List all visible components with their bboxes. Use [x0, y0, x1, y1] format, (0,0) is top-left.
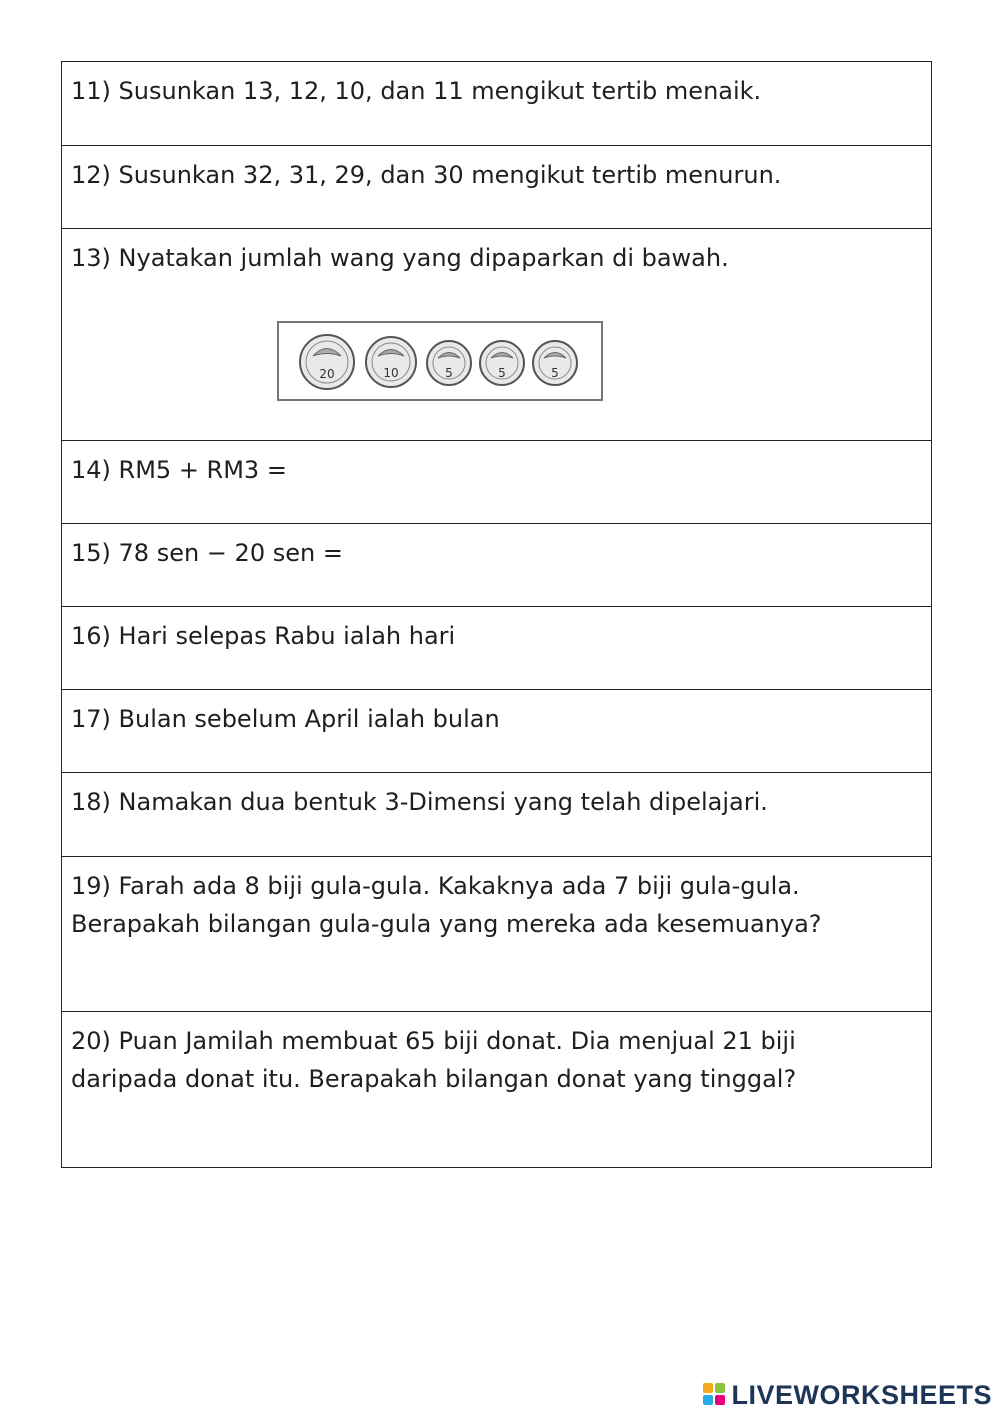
question-row-14 — [62, 441, 931, 524]
question-row-16 — [62, 607, 931, 690]
coin-image — [277, 321, 603, 401]
question-15-text: 15) 78 sen − 20 sen = — [71, 539, 343, 567]
question-18-text: 18) Namakan dua bentuk 3-Dimensi yang telah dipelajari. — [71, 788, 768, 816]
question-row-13 — [62, 229, 931, 441]
question-row-20 — [62, 1012, 931, 1168]
question-row-11 — [62, 62, 931, 146]
question-16-text: 16) Hari selepas Rabu ialah hari — [71, 622, 456, 650]
liveworksheets-logo-icon — [703, 1383, 727, 1407]
question-row-17 — [62, 690, 931, 773]
question-13-text: 13) Nyatakan jumlah wang yang dipaparkan di bawah. — [71, 244, 729, 272]
coin-10 — [366, 337, 416, 387]
question-17-text: 17) Bulan sebelum April ialah bulan — [71, 705, 500, 733]
coin-5b-label: 5 — [498, 366, 506, 380]
coin-5-b — [480, 341, 524, 385]
question-row-19 — [62, 857, 931, 1012]
coin-5c-label: 5 — [551, 366, 559, 380]
coins-illustration — [279, 323, 601, 399]
coin-10-label: 10 — [383, 366, 399, 380]
coin-5-c — [533, 341, 577, 385]
question-19-line-1: 19) Farah ada 8 biji gula-gula. Kakaknya ada 7 biji gula-gula. — [71, 872, 800, 900]
question-row-15 — [62, 524, 931, 607]
question-20-line-2: daripada donat itu. Berapakah bilangan donat yang tinggal? — [71, 1065, 797, 1093]
worksheet-table — [61, 61, 932, 1168]
question-19-line-2: Berapakah bilangan gula-gula yang mereka ada kesemuanya? — [71, 910, 822, 938]
coin-20 — [300, 335, 354, 389]
question-20-line-1: 20) Puan Jamilah membuat 65 biji donat. Dia menjual 21 biji — [71, 1027, 796, 1055]
question-14-text: 14) RM5 + RM3 = — [71, 456, 287, 484]
question-row-18 — [62, 773, 931, 857]
liveworksheets-logo — [703, 1382, 992, 1408]
coin-5-a — [427, 341, 471, 385]
coin-5a-label: 5 — [445, 366, 453, 380]
question-12-text: 12) Susunkan 32, 31, 29, dan 30 mengikut tertib menurun. — [71, 161, 782, 189]
question-11-text: 11) Susunkan 13, 12, 10, dan 11 mengikut tertib menaik. — [71, 77, 762, 105]
liveworksheets-logo-text: LIVEWORKSHEETS — [731, 1380, 992, 1410]
question-row-12 — [62, 146, 931, 229]
coin-20-label: 20 — [319, 367, 335, 381]
